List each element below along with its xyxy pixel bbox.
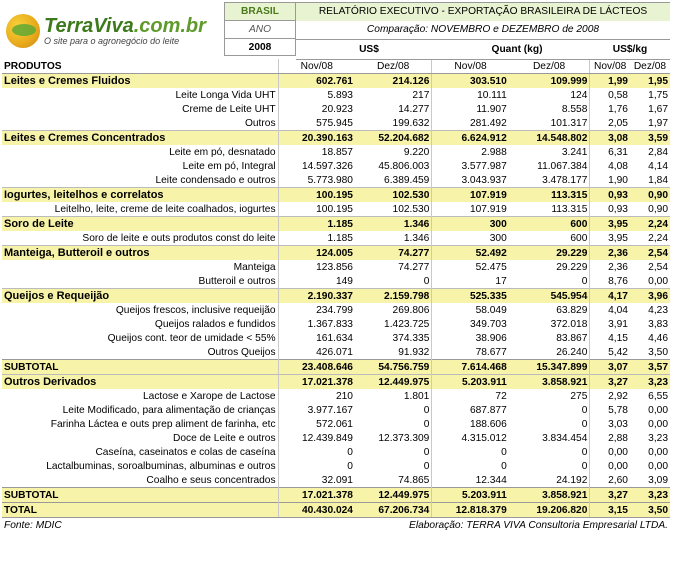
cell-usd-dez: 74.277 (398, 261, 430, 273)
cell-price-nov: 6,31 (590, 145, 630, 159)
header-titles (296, 2, 670, 59)
report-header (2, 2, 670, 59)
table-row (2, 202, 670, 217)
cell-price-nov: 4,17 (590, 289, 630, 304)
cell-qty-nov: 281.492 (432, 116, 509, 131)
cell-usd-dez: 52.204.682 (355, 131, 432, 146)
cell-qty-dez: 63.829 (556, 304, 588, 316)
cell-usd-dez: 217 (412, 89, 430, 101)
cell-price-dez: 3,57 (630, 360, 670, 375)
cell-price-nov: 0,93 (590, 202, 630, 217)
cell-price-dez: 0,00 (648, 446, 668, 458)
cell-usd-nov: 3.977.167 (278, 403, 355, 417)
cell-price-nov: 0,00 (590, 445, 630, 459)
cell-qty-nov: 300 (432, 217, 509, 232)
cell-qty-dez: 109.999 (509, 74, 590, 89)
cell-usd-nov: 1.367.833 (278, 317, 355, 331)
cell-price-nov: 3,07 (590, 360, 630, 375)
row-label: Leites e Cremes Concentrados (2, 131, 278, 146)
report-comparison: Comparação: NOVEMBRO e DEZEMBRO de 2008 (366, 24, 600, 35)
col-price-dez: Dez/08 (630, 59, 670, 74)
cell-price-dez: 0,00 (648, 460, 668, 472)
cell-usd-dez: 6.389.459 (384, 174, 430, 186)
group-quant: Quant (kg) (491, 44, 543, 55)
cell-usd-dez: 14.277 (398, 103, 430, 115)
cell-price-nov: 1,99 (590, 74, 630, 89)
cell-qty-dez: 545.954 (509, 289, 590, 304)
cell-price-nov: 1,76 (590, 102, 630, 116)
group-usd: US$ (359, 44, 379, 55)
cell-usd-nov: 1.185 (278, 231, 355, 246)
row-label: Leite condensado e outros (155, 174, 276, 186)
cell-price-nov: 3,08 (590, 131, 630, 146)
cell-usd-nov: 161.634 (278, 331, 355, 345)
cell-usd-nov: 5.893 (278, 88, 355, 102)
row-label: TOTAL (2, 503, 278, 518)
cell-usd-nov: 426.071 (278, 345, 355, 360)
cell-price-dez: 1,95 (630, 74, 670, 89)
footer-table (2, 517, 670, 532)
cell-usd-nov: 12.439.849 (278, 431, 355, 445)
table-row (2, 159, 670, 173)
cell-usd-nov: 20.390.163 (278, 131, 355, 146)
cell-qty-nov: 303.510 (432, 74, 509, 89)
table-row (2, 403, 670, 417)
cell-usd-nov: 17.021.378 (278, 375, 355, 390)
row-label: Doce de Leite e outros (173, 432, 276, 444)
row-label: Manteiga, Butteroil e outros (2, 246, 278, 261)
row-label: Manteiga (233, 261, 276, 273)
row-label: Caseína, caseinatos e colas de caseína (95, 446, 276, 458)
cell-qty-dez: 275 (570, 390, 588, 402)
row-label: Lactalbuminas, soroalbuminas, albuminas e outros (46, 460, 276, 472)
cell-usd-dez: 1.346 (403, 232, 430, 244)
cell-qty-nov: 72 (432, 389, 509, 403)
row-label: Leite Modificado, para alimentação de crianças (62, 404, 276, 416)
cell-price-dez: 4,23 (648, 304, 668, 316)
category-row (2, 217, 670, 232)
cell-qty-nov: 300 (432, 231, 509, 246)
cell-price-nov: 0,93 (590, 188, 630, 203)
column-header-row (2, 59, 670, 74)
cell-qty-nov: 52.475 (432, 260, 509, 274)
cell-price-dez: 3,23 (648, 432, 668, 444)
cell-price-dez: 2,24 (630, 217, 670, 232)
cell-price-dez: 1,67 (648, 103, 668, 115)
row-label: Iogurtes, leitelhos e correlatos (2, 188, 278, 203)
cell-usd-nov: 0 (278, 445, 355, 459)
cell-price-nov: 3,91 (590, 317, 630, 331)
row-label: Queijos frescos, inclusive requeijão (115, 304, 276, 316)
cell-price-nov: 8,76 (590, 274, 630, 289)
cell-usd-dez: 269.806 (392, 304, 430, 316)
cell-price-nov: 0,00 (590, 459, 630, 473)
cell-usd-nov: 210 (278, 389, 355, 403)
credit-note: Elaboração: TERRA VIVA Consultoria Empresarial LTDA. (206, 518, 670, 533)
cell-usd-dez: 45.806.003 (378, 160, 430, 172)
cell-qty-nov: 3.043.937 (432, 173, 509, 188)
exports-table (2, 59, 670, 517)
cell-qty-nov: 12.818.379 (432, 503, 509, 518)
cell-price-dez: 3,50 (630, 503, 670, 518)
cell-qty-dez: 0 (581, 460, 588, 472)
cell-price-dez: 1,75 (648, 89, 668, 101)
cell-price-nov: 3,95 (590, 217, 630, 232)
cell-qty-dez: 3.478.177 (542, 174, 588, 186)
cell-qty-dez: 113.315 (551, 203, 588, 215)
cell-price-nov: 4,08 (590, 159, 630, 173)
cell-qty-dez: 600 (570, 232, 588, 244)
table-row (2, 417, 670, 431)
cell-usd-dez: 0 (423, 418, 430, 430)
cell-qty-dez: 29.229 (556, 261, 588, 273)
cell-price-dez: 3,23 (630, 488, 670, 503)
category-row (2, 375, 670, 390)
total-row (2, 360, 670, 375)
row-label: Leites e Cremes Fluidos (2, 74, 278, 89)
cell-price-nov: 3,03 (590, 417, 630, 431)
cell-price-dez: 4,46 (648, 332, 668, 344)
cell-price-dez: 3,59 (630, 131, 670, 146)
cell-usd-nov: 0 (278, 459, 355, 473)
cell-usd-dez: 74.865 (398, 474, 430, 486)
col-usd-dez: Dez/08 (355, 59, 432, 74)
table-row (2, 317, 670, 331)
category-row (2, 188, 670, 203)
table-row (2, 445, 670, 459)
total-row (2, 488, 670, 503)
cell-price-nov: 5,78 (590, 403, 630, 417)
row-label: Coalho e seus concentrados (146, 474, 276, 486)
cell-qty-dez: 113.315 (509, 188, 590, 203)
cell-price-dez: 6,55 (648, 390, 668, 402)
row-label: Leitelho, leite, creme de leite coalhados, iogurtes (54, 203, 276, 215)
cell-price-dez: 0,00 (648, 275, 668, 287)
row-label: Outros (244, 117, 276, 129)
row-label: Farinha Láctea e outs prep aliment de farinha, etc (50, 418, 276, 430)
cell-price-nov: 1,90 (590, 173, 630, 188)
cell-qty-nov: 11.907 (432, 102, 509, 116)
row-label: Leite em pó, desnatado (169, 146, 276, 158)
cell-price-nov: 4,15 (590, 331, 630, 345)
cell-usd-dez: 91.932 (398, 346, 430, 358)
cell-price-dez: 3,50 (648, 346, 668, 358)
cell-qty-dez: 3.858.921 (509, 375, 590, 390)
table-row (2, 389, 670, 403)
col-usd-nov: Nov/08 (278, 59, 355, 74)
cell-usd-dez: 214.126 (355, 74, 432, 89)
cell-usd-dez: 54.756.759 (355, 360, 432, 375)
cell-qty-dez: 26.240 (556, 346, 588, 358)
cell-usd-dez: 1.801 (403, 390, 430, 402)
cell-usd-nov: 18.857 (278, 145, 355, 159)
cell-qty-nov: 4.315.012 (432, 431, 509, 445)
cell-usd-nov: 572.061 (278, 417, 355, 431)
cell-usd-dez: 74.277 (355, 246, 432, 261)
cell-usd-nov: 602.761 (278, 74, 355, 89)
cell-price-nov: 5,42 (590, 345, 630, 360)
cell-qty-nov: 12.344 (432, 473, 509, 488)
cell-qty-nov: 7.614.468 (432, 360, 509, 375)
cell-usd-nov: 234.799 (278, 303, 355, 317)
row-label: Lactose e Xarope de Lactose (143, 390, 276, 402)
col-products: PRODUTOS (2, 59, 278, 74)
cell-qty-nov: 5.203.911 (432, 488, 509, 503)
cell-qty-dez: 372.018 (550, 318, 588, 330)
cell-qty-nov: 525.335 (432, 289, 509, 304)
cell-usd-dez: 199.632 (392, 117, 430, 129)
cell-qty-nov: 5.203.911 (432, 375, 509, 390)
table-row (2, 116, 670, 131)
header-labels (224, 2, 296, 59)
report (2, 2, 670, 532)
cell-usd-dez: 102.530 (392, 203, 430, 215)
cell-qty-dez: 600 (509, 217, 590, 232)
cell-usd-nov: 575.945 (278, 116, 355, 131)
cell-qty-nov: 349.703 (432, 317, 509, 331)
cell-usd-nov: 14.597.326 (278, 159, 355, 173)
cell-usd-nov: 149 (278, 274, 355, 289)
cell-price-dez: 4,14 (648, 160, 668, 172)
table-row (2, 331, 670, 345)
cell-usd-nov: 100.195 (278, 188, 355, 203)
cell-qty-nov: 38.906 (432, 331, 509, 345)
row-label: Queijos ralados e fundidos (154, 318, 276, 330)
table-row (2, 459, 670, 473)
row-label: Queijos e Requeijão (2, 289, 278, 304)
cell-qty-dez: 0 (581, 404, 588, 416)
cell-qty-nov: 6.624.912 (432, 131, 509, 146)
cell-qty-dez: 0 (581, 446, 588, 458)
row-label: Leite Longa Vida UHT (175, 89, 276, 101)
cell-usd-dez: 1.423.725 (384, 318, 430, 330)
cell-qty-nov: 107.919 (432, 202, 509, 217)
cell-usd-dez: 9.220 (403, 146, 430, 158)
cell-price-nov: 2,60 (590, 473, 630, 488)
cell-usd-dez: 0 (423, 460, 430, 472)
table-row (2, 431, 670, 445)
cell-qty-nov: 58.049 (432, 303, 509, 317)
cell-qty-nov: 3.577.987 (432, 159, 509, 173)
table-row (2, 303, 670, 317)
cell-qty-dez: 0 (581, 275, 588, 287)
cell-qty-nov: 687.877 (432, 403, 509, 417)
group-usd-kg: US$/kg (612, 44, 648, 55)
cell-price-dez: 2,24 (648, 232, 668, 244)
total-row (2, 503, 670, 518)
row-label: Creme de Leite UHT (182, 103, 276, 115)
year-label: ANO (224, 20, 296, 38)
cell-usd-dez: 67.206.734 (355, 503, 432, 518)
column-groups (296, 39, 670, 60)
report-title: RELATÓRIO EXECUTIVO - EXPORTAÇÃO BRASILEIRA DE LÁCTEOS (296, 2, 670, 21)
cell-qty-dez: 29.229 (509, 246, 590, 261)
cell-qty-nov: 10.111 (432, 88, 509, 102)
cell-qty-dez: 3.241 (561, 146, 588, 158)
cell-price-dez: 0,90 (630, 188, 670, 203)
cell-qty-dez: 19.206.820 (509, 503, 590, 518)
cell-price-nov: 4,04 (590, 303, 630, 317)
cell-qty-nov: 107.919 (432, 188, 509, 203)
cell-price-dez: 0,00 (648, 418, 668, 430)
cell-usd-dez: 2.159.798 (355, 289, 432, 304)
row-label: SUBTOTAL (2, 360, 278, 375)
cell-usd-nov: 2.190.337 (278, 289, 355, 304)
cell-price-dez: 3,96 (630, 289, 670, 304)
cell-qty-dez: 24.192 (556, 474, 588, 486)
table-row (2, 173, 670, 188)
cell-price-dez: 2,54 (630, 246, 670, 261)
logo-tagline: O site para o agronegócio do leite (44, 35, 180, 46)
cell-price-dez: 3,83 (648, 318, 668, 330)
row-label: Leite em pó, Integral (182, 160, 276, 172)
category-row (2, 289, 670, 304)
cell-price-nov: 2,36 (590, 246, 630, 261)
category-row (2, 246, 670, 261)
row-label: SUBTOTAL (2, 488, 278, 503)
cell-qty-dez: 124 (570, 89, 588, 101)
logo-brand: TerraViva (44, 14, 134, 37)
cell-usd-nov: 17.021.378 (278, 488, 355, 503)
cell-price-dez: 2,84 (648, 146, 668, 158)
cell-usd-dez: 0 (423, 275, 430, 287)
table-row (2, 473, 670, 488)
cell-price-nov: 0,58 (590, 88, 630, 102)
row-label: Butteroil e outros (198, 275, 276, 287)
cell-price-dez: 1,84 (648, 174, 668, 186)
cell-qty-dez: 83.867 (556, 332, 588, 344)
cell-qty-nov: 0 (432, 445, 509, 459)
row-label: Queijos cont. teor de umidade < 55% (107, 332, 276, 344)
table-row (2, 345, 670, 360)
cell-qty-nov: 0 (432, 459, 509, 473)
cell-price-nov: 3,27 (590, 488, 630, 503)
cell-qty-dez: 11.067.384 (537, 160, 588, 172)
table-row (2, 274, 670, 289)
cell-qty-dez: 8.558 (561, 103, 588, 115)
row-label: Soro de Leite (2, 217, 278, 232)
cell-usd-nov: 20.923 (278, 102, 355, 116)
country-label: BRASIL (224, 2, 296, 20)
cell-qty-nov: 52.492 (432, 246, 509, 261)
cell-price-dez: 1,97 (648, 117, 668, 129)
row-label: Outros Derivados (2, 375, 278, 390)
cell-usd-nov: 124.005 (278, 246, 355, 261)
cell-price-nov: 3,95 (590, 231, 630, 246)
cell-price-nov: 2,92 (590, 389, 630, 403)
row-label: Soro de leite e outs produtos const do leite (82, 232, 276, 244)
cell-usd-dez: 0 (423, 404, 430, 416)
cell-qty-nov: 17 (432, 274, 509, 289)
cell-qty-dez: 3.858.921 (509, 488, 590, 503)
table-row (2, 88, 670, 102)
cell-usd-nov: 100.195 (278, 202, 355, 217)
col-qty-nov: Nov/08 (432, 59, 509, 74)
cell-price-dez: 2,54 (648, 261, 668, 273)
col-price-nov: Nov/08 (590, 59, 630, 74)
cell-usd-nov: 5.773.980 (278, 173, 355, 188)
cell-price-dez: 3,23 (630, 375, 670, 390)
cell-qty-dez: 101.317 (550, 117, 588, 129)
cell-usd-nov: 1.185 (278, 217, 355, 232)
cell-qty-nov: 2.988 (432, 145, 509, 159)
cell-qty-dez: 14.548.802 (509, 131, 590, 146)
col-qty-dez: Dez/08 (509, 59, 590, 74)
cell-usd-nov: 32.091 (278, 473, 355, 488)
cell-price-nov: 2,36 (590, 260, 630, 274)
cell-qty-dez: 0 (581, 418, 588, 430)
cell-usd-dez: 102.530 (355, 188, 432, 203)
cell-usd-nov: 123.856 (278, 260, 355, 274)
cell-qty-dez: 3.834.454 (542, 432, 588, 444)
cell-price-dez: 0,90 (648, 203, 668, 215)
cell-usd-dez: 12.449.975 (355, 488, 432, 503)
table-row (2, 231, 670, 246)
cell-price-nov: 2,05 (590, 116, 630, 131)
category-row (2, 131, 670, 146)
table-row (2, 145, 670, 159)
table-row (2, 260, 670, 274)
category-row (2, 74, 670, 89)
cell-price-nov: 3,27 (590, 375, 630, 390)
cell-usd-dez: 0 (423, 446, 430, 458)
logo (2, 2, 224, 59)
cell-qty-nov: 188.606 (432, 417, 509, 431)
table-row (2, 102, 670, 116)
source-note: Fonte: MDIC (2, 518, 206, 533)
year-value: 2008 (224, 38, 296, 56)
cell-qty-nov: 78.677 (432, 345, 509, 360)
footer-row (2, 518, 670, 533)
row-label: Outros Queijos (207, 346, 276, 358)
cell-usd-dez: 12.449.975 (355, 375, 432, 390)
cell-price-nov: 2,88 (590, 431, 630, 445)
globe-icon (6, 14, 40, 48)
logo-brand-suffix: .com.br (133, 14, 206, 37)
cell-usd-dez: 1.346 (355, 217, 432, 232)
cell-usd-nov: 40.430.024 (278, 503, 355, 518)
cell-price-nov: 3,15 (590, 503, 630, 518)
cell-usd-dez: 374.335 (392, 332, 430, 344)
cell-price-dez: 3,09 (648, 474, 668, 486)
cell-usd-nov: 23.408.646 (278, 360, 355, 375)
cell-price-dez: 0,00 (648, 404, 668, 416)
cell-usd-dez: 12.373.309 (378, 432, 430, 444)
cell-qty-dez: 15.347.899 (509, 360, 590, 375)
